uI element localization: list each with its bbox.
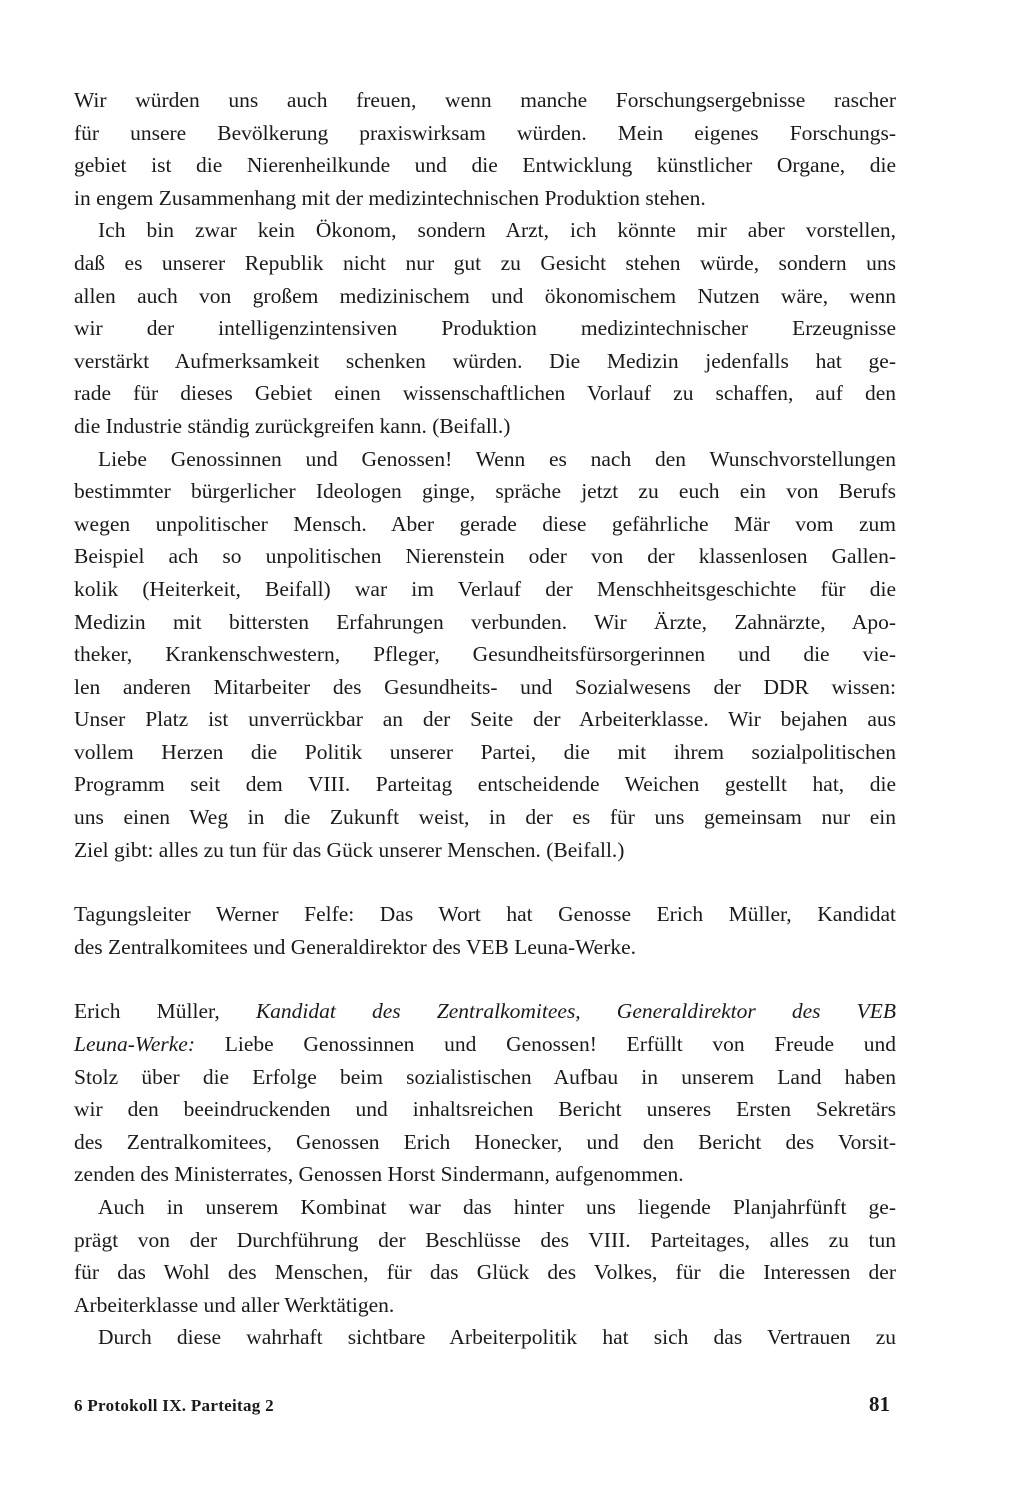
text-line: des Zentralkomitees und Generaldirektor des VEB Leuna-Werke. [74,934,637,959]
text-line: Beispiel ach so unpolitischen Nierenstein oder von der klassenlosen Gallen- [74,544,896,569]
text-line: Auch in unserem Kombinat war das hinter uns liegende Planjahrfünft ge- [98,1195,896,1219]
text-line: kolik (Heiterkeit, Beifall) war im Verlauf der Menschheitsgeschichte für die [74,576,896,601]
text-line: Programm seit dem VIII. Parteitag entscheidende Weichen gestellt hat, die [74,772,896,797]
signature-mark: 6 Protokoll IX. Parteitag 2 [74,1396,274,1415]
paragraph-research [74,84,896,214]
text-line: bestimmter bürgerlicher Ideologen ginge, spräche jetzt zu euch ein von Berufs [74,479,896,504]
text-line: in engem Zusammenhang mit der medizintechnischen Produktion stehen. [74,185,706,210]
text-line: Stolz über die Erfolge beim sozialistischen Aufbau in unserem Land haben [74,1064,896,1089]
text-line: des Zentralkomitees, Genossen Erich Honecker, und den Bericht des Vorsit- [74,1129,896,1154]
text-line [74,898,896,931]
text-line: uns einen Weg in die Zukunft weist, in der es für uns gemeinsam nur ein [74,805,896,830]
text-line: Ziel gibt: alles zu tun für das Gück unserer Menschen. (Beifall.) [74,837,625,862]
speaker-role: Kandidat des Zentralkomitees, Generaldirektor des VEB [255,999,897,1024]
page-body [74,84,896,1354]
text-line [74,1028,896,1061]
text-line: verstärkt Aufmerksamkeit schenken würden. Die Medizin jedenfalls hat ge- [74,348,896,373]
paragraph-kombinat [74,1191,896,1321]
paragraph-economy [74,214,896,442]
section-gap [74,866,896,898]
text-line: die Industrie ständig zurückgreifen kann. (Beifall.) [74,413,511,438]
text-line: Wir würden uns auch freuen, wenn manche Forschungsergebnisse rascher [74,88,896,112]
text-line: wir den beeindruckenden und inhaltsreichen Bericht unseres Ersten Sekretärs [74,1097,896,1122]
section-gap [74,963,896,995]
text-line: Medizin mit bittersten Erfahrungen verbunden. Wir Ärzte, Zahnärzte, Apo- [74,609,896,634]
text-line: für das Wohl des Menschen, für das Glück des Volkes, für die Interessen der [74,1260,896,1285]
speaker-role: Leuna-Werke: [74,1032,196,1057]
text-line: für unsere Bevölkerung praxiswirksam würden. Mein eigenes Forschungs- [74,120,896,145]
text-line: Unser Platz ist unverrückbar an der Seite der Arbeiterklasse. Wir bejahen aus [74,707,896,732]
text-line: vollem Herzen die Politik unserer Partei, die mit ihrem sozialpolitischen [74,739,896,764]
chair-statement [74,898,896,963]
speech-text: Liebe Genossinnen und Genossen! Erfüllt von Freude und [195,1032,896,1057]
text-line: allen auch von großem medizinischem und ökonomischem Nutzen wäre, wenn [74,283,896,308]
speech-mueller [74,995,896,1191]
text-line: daß es unserer Republik nicht nur gut zu Gesicht stehen würde, sondern uns [74,250,896,275]
paragraph-politics [74,443,896,867]
text-line: wir der intelligenzintensiven Produktion medizintechnischer Erzeugnisse [74,316,896,341]
text-line: theker, Krankenschwestern, Pfleger, Gesundheitsfürsorgerinnen und die vie- [74,642,896,667]
speaker-name: Tagungsleiter Werner Felfe: [74,902,355,927]
text-line: Ich bin zwar kein Ökonom, sondern Arzt, ich könnte mir aber vorstellen, [98,218,896,243]
text-line: prägt von der Durchführung der Beschlüsse des VIII. Parteitages, alles zu tun [74,1227,896,1252]
text-line [74,995,896,1028]
page-footer [74,1392,896,1417]
page-number: 81 [869,1392,890,1416]
text-line: gebiet ist die Nierenheilkunde und die Entwicklung künstlicher Organe, die [74,153,896,178]
text-line: rade für dieses Gebiet einen wissenschaftlichen Vorlauf zu schaffen, auf den [74,381,896,406]
text-line: len anderen Mitarbeiter des Gesundheits- und Sozialwesens der DDR wissen: [74,674,896,699]
text-line: zenden des Ministerrates, Genossen Horst Sindermann, aufgenommen. [74,1162,684,1187]
paragraph-trust [74,1321,896,1354]
statement-text: Das Wort hat Genosse Erich Müller, Kandidat [354,902,896,927]
speaker-name: Erich Müller, [74,999,220,1024]
text-line: wegen unpolitischer Mensch. Aber gerade diese gefährliche Mär vom zum [74,511,896,536]
text-line: Arbeiterklasse und aller Werktätigen. [74,1292,395,1317]
text-line: Durch diese wahrhaft sichtbare Arbeiterpolitik hat sich das Vertrauen zu [98,1325,896,1350]
text-line: Liebe Genossinnen und Genossen! Wenn es nach den Wunschvorstellungen [98,446,896,471]
